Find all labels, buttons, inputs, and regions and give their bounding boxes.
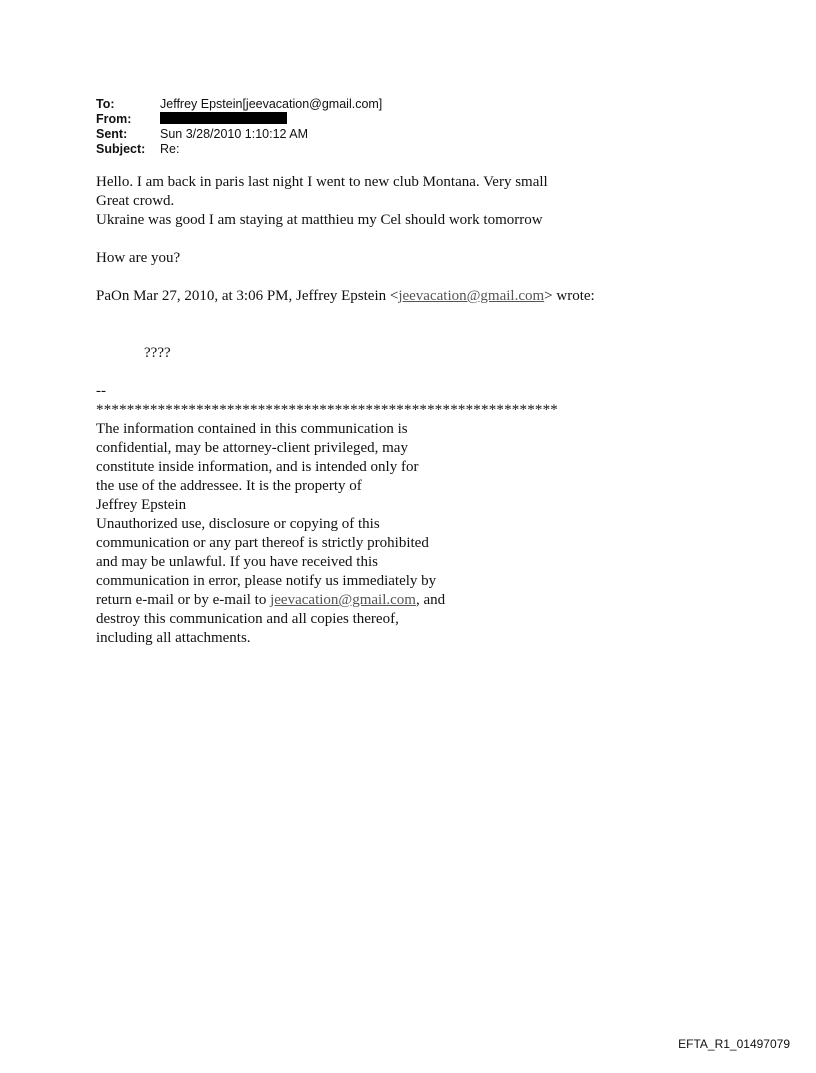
- to-label: To:: [96, 97, 115, 111]
- disclaimer-line: including all attachments.: [96, 630, 251, 646]
- subject-label: Subject:: [96, 142, 146, 156]
- body-line-2: Great crowd.: [96, 193, 175, 209]
- disclaimer-line: constitute inside information, and is intended only for: [96, 459, 419, 475]
- disclaimer-line: the use of the addressee. It is the property of: [96, 478, 362, 494]
- signature-dash: --: [96, 383, 106, 399]
- disclaimer-line: communication in error, please notify us immediately by: [96, 573, 437, 589]
- disclaimer-line: communication or any part thereof is strictly prohibited: [96, 535, 429, 551]
- body-line-3: Ukraine was good I am staying at matthieu my Cel should work tomorrow: [96, 212, 543, 228]
- disclaimer-line: Jeffrey Epstein: [96, 497, 187, 513]
- disclaimer-line: The information contained in this communication is: [96, 421, 408, 437]
- sent-label: Sent:: [96, 127, 128, 141]
- disclaimer-line: destroy this communication and all copies thereof,: [96, 611, 399, 627]
- subject-value: Re:: [160, 142, 180, 156]
- from-row: [96, 112, 382, 127]
- from-label: From:: [96, 112, 132, 126]
- signature-stars: ************************************************************: [96, 402, 558, 418]
- quoted-text: ????: [144, 345, 171, 361]
- subject-row: [96, 142, 382, 157]
- to-value: Jeffrey Epstein[jeevacation@gmail.com]: [160, 97, 383, 111]
- sent-value: Sun 3/28/2010 1:10:12 AM: [160, 127, 309, 141]
- to-row: [96, 97, 382, 112]
- reply-prefix: PaOn Mar 27, 2010, at 3:06 PM, Jeffrey Epstein <: [96, 288, 399, 304]
- reply-header: [96, 287, 716, 306]
- email-header: [96, 97, 382, 157]
- disclaimer-line: and may be unlawful. If you have received this: [96, 554, 378, 570]
- reply-email-link[interactable]: jeevacation@gmail.com: [398, 288, 545, 304]
- disclaimer-suffix: , and: [415, 592, 446, 608]
- disclaimer-line: confidential, may be attorney-client privileged, may: [96, 440, 408, 456]
- email-body: [96, 173, 716, 648]
- disclaimer-prefix: return e-mail or by e-mail to: [96, 592, 271, 608]
- sent-row: [96, 127, 382, 142]
- disclaimer-line: [96, 591, 716, 610]
- disclaimer-line: Unauthorized use, disclosure or copying of this: [96, 516, 380, 532]
- reply-suffix: > wrote:: [544, 288, 595, 304]
- body-line-1: Hello. I am back in paris last night I went to new club Montana. Very small: [96, 174, 548, 190]
- body-line-4: How are you?: [96, 250, 181, 266]
- redaction-block: [160, 112, 287, 124]
- disclaimer-email-link[interactable]: jeevacation@gmail.com: [270, 592, 416, 608]
- disclaimer: [96, 420, 716, 648]
- document-id: EFTA_R1_01497079: [678, 1037, 790, 1051]
